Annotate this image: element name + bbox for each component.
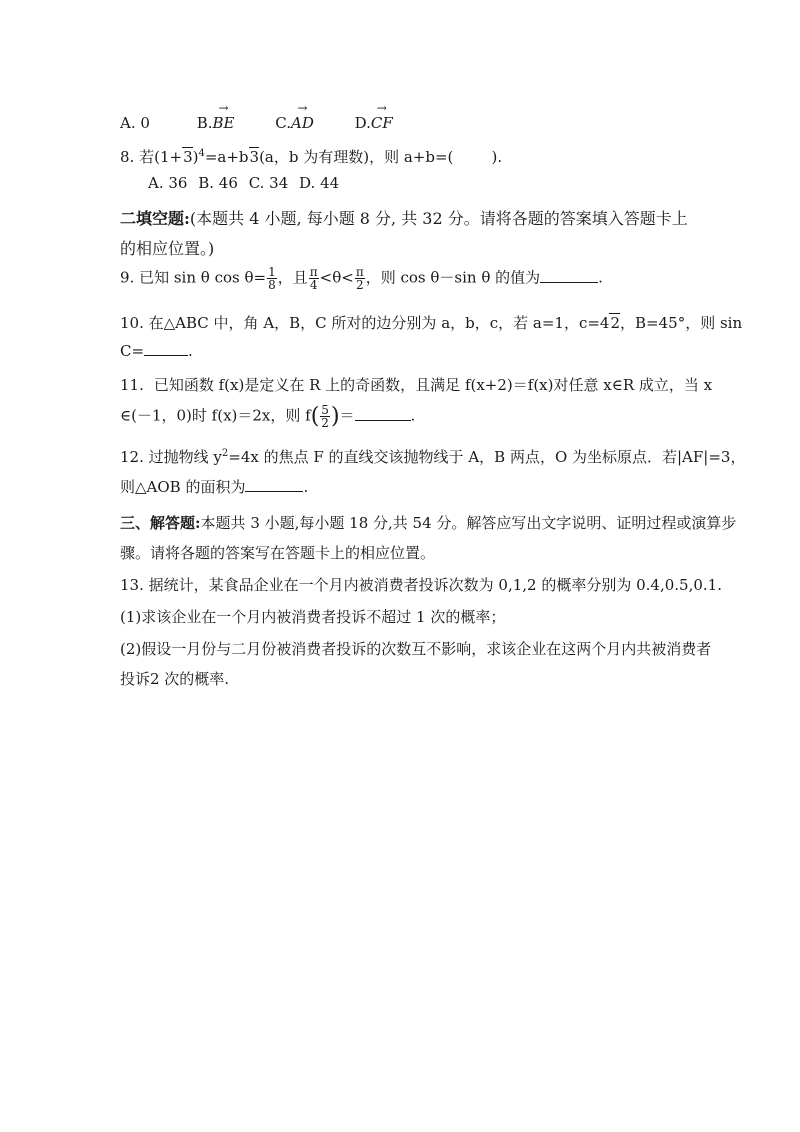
answer-blank [355, 408, 411, 421]
question-13: 13. 据统计，某食品企业在一个月内被消费者投诉次数为 0,1,2 的概率分别为 0.4,0.5,0.1. [120, 576, 722, 594]
q8-option-b: B. 46 [198, 174, 238, 192]
section-3-desc-2: 骤。请将各题的答案写在答题卡上的相应位置。 [120, 544, 436, 562]
question-10: 10. 在△ABC 中，角 A，B，C 所对的边分别为 a，b，c，若 a=1，c=42，B=45°，则 sin [120, 314, 743, 332]
section-2-title: 二填空题: [120, 209, 190, 228]
section-2-heading [120, 206, 688, 229]
question-13-sub-1: (1)求该企业在一个月内被消费者投诉不超过 1 次的概率； [120, 608, 506, 626]
q8-option-c: C. 34 [248, 174, 289, 192]
q7-options [120, 114, 393, 132]
option-a: A. 0 [120, 114, 150, 132]
q8-options [148, 174, 357, 192]
option-d: D.→ CF [355, 114, 393, 132]
section-3-title: 三、解答题: [120, 514, 201, 532]
option-b: B.→ BE [197, 114, 235, 132]
question-11: 11. 已知函数 f(x)是定义在 R 上的奇函数，且满足 f(x+2)＝f(x)对任意 x∈R 成立，当 x [120, 376, 713, 394]
question-12-line-2: 则△AOB 的面积为 . [120, 478, 309, 496]
question-11-line-2: ∈(－1，0)时 f(x)＝2x，则 f( $\frac{5}{2}$ )＝ . [120, 403, 416, 430]
q8-option-d: D. 44 [299, 174, 340, 192]
question-13-sub-2: (2)假设一月份与二月份被消费者投诉的次数互不影响，求该企业在这两个月内共被消费者 [120, 640, 712, 658]
question-8: 8. 若$(1+3)^4=a+b3(a$，b 为有理数)，则 a+b=( ). [120, 148, 503, 166]
question-9: 9. 已知 sin θ cos θ= $\frac{1}{8}$ ，且 $\frac{\pi}{4}$ <θ< $\frac{\pi}{2}$ ，则 cos θ－sin θ 的值为 . [120, 265, 603, 292]
section-3-heading [120, 512, 736, 533]
answer-blank [245, 479, 303, 492]
question-12: 12. 过抛物线 $y^2=4x$ 的焦点 F 的直线交该抛物线于 A，B 两点，O 为坐标原点．若|AF|=3， [120, 448, 746, 466]
section-2-desc-2: 的相应位置。) [120, 239, 215, 258]
section-2-desc-1: (本题共 4 小题, 每小题 8 分, 共 32 分。请将各题的答案填入答题卡上 [189, 209, 688, 228]
answer-blank [540, 270, 598, 283]
question-10-line-2: C= . [120, 342, 193, 360]
option-c: C.→ AD [275, 114, 314, 132]
section-3-desc-1: 本题共 3 小题,每小题 18 分,共 54 分。解答应写出文字说明、证明过程或演算步 [200, 514, 737, 532]
q8-option-a: A. 36 [148, 174, 188, 192]
question-13-sub-2-cont: 投诉2 次的概率. [120, 670, 230, 688]
answer-blank [144, 343, 188, 356]
